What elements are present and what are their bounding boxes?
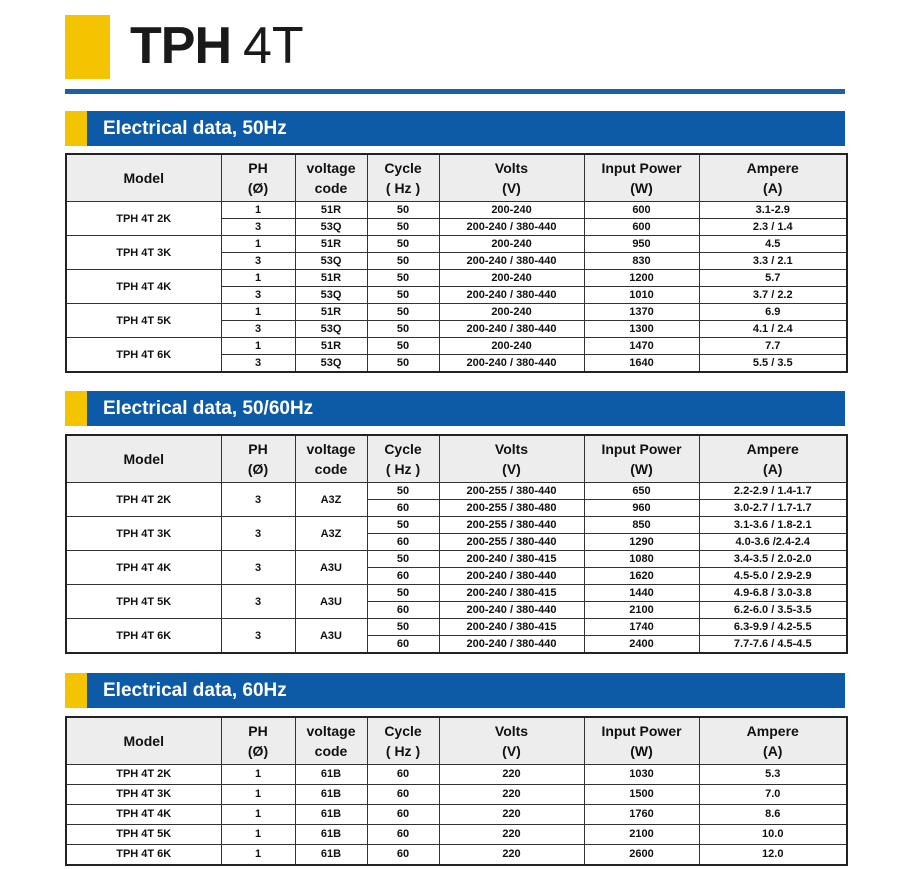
col-header-ampere: Ampere (A) xyxy=(699,717,847,765)
cycle-cell: 60 xyxy=(367,636,439,654)
power-cell: 1760 xyxy=(584,805,699,825)
table-body-60hz xyxy=(66,765,847,866)
ph-cell: 3 xyxy=(221,253,295,270)
cycle-cell: 50 xyxy=(367,585,439,602)
volts-cell: 200-240 / 380-440 xyxy=(439,219,584,236)
power-cell: 1080 xyxy=(584,551,699,568)
col-header-model: Model xyxy=(66,717,221,765)
volts-cell: 200-240 / 380-440 xyxy=(439,636,584,654)
table-50-60hz xyxy=(65,434,848,654)
col-header-model: Model xyxy=(66,154,221,202)
table-row xyxy=(66,270,847,287)
code-cell: 51R xyxy=(295,338,367,355)
col-header-model: Model xyxy=(66,435,221,483)
volts-cell: 200-240 / 380-415 xyxy=(439,585,584,602)
ampere-cell: 4.9-6.8 / 3.0-3.8 xyxy=(699,585,847,602)
ph-cell: 1 xyxy=(221,825,295,845)
ph-cell: 3 xyxy=(221,219,295,236)
ph-cell: 1 xyxy=(221,845,295,866)
power-cell: 1290 xyxy=(584,534,699,551)
volts-cell: 220 xyxy=(439,825,584,845)
volts-cell: 200-240 / 380-440 xyxy=(439,253,584,270)
col-header-cycle: Cycle ( Hz ) xyxy=(367,154,439,202)
cycle-cell: 60 xyxy=(367,534,439,551)
code-cell: 53Q xyxy=(295,355,367,373)
code-cell: 51R xyxy=(295,304,367,321)
section-accent xyxy=(65,391,87,426)
ampere-cell: 3.4-3.5 / 2.0-2.0 xyxy=(699,551,847,568)
power-cell: 600 xyxy=(584,219,699,236)
cycle-cell: 50 xyxy=(367,253,439,270)
volts-cell: 200-240 xyxy=(439,202,584,219)
ph-cell: 3 xyxy=(221,551,295,585)
table-header-row xyxy=(66,435,847,483)
ph-cell: 3 xyxy=(221,287,295,304)
header-accent-block xyxy=(65,15,110,79)
power-cell: 1030 xyxy=(584,765,699,785)
power-cell: 960 xyxy=(584,500,699,517)
table-row xyxy=(66,304,847,321)
table-row xyxy=(66,517,847,534)
section-bar-60hz xyxy=(65,673,845,708)
cycle-cell: 50 xyxy=(367,202,439,219)
model-cell: TPH 4T 3K xyxy=(66,517,221,551)
power-cell: 2100 xyxy=(584,825,699,845)
code-cell: A3Z xyxy=(295,483,367,517)
section-title: Electrical data, 50/60Hz xyxy=(103,398,314,419)
code-cell: 61B xyxy=(295,825,367,845)
volts-cell: 200-255 / 380-440 xyxy=(439,483,584,500)
model-cell: TPH 4T 2K xyxy=(66,483,221,517)
section-bar-50-60hz xyxy=(65,391,845,426)
volts-cell: 220 xyxy=(439,845,584,866)
code-cell: A3U xyxy=(295,619,367,654)
ampere-cell: 3.3 / 2.1 xyxy=(699,253,847,270)
cycle-cell: 60 xyxy=(367,602,439,619)
volts-cell: 200-255 / 380-440 xyxy=(439,534,584,551)
ampere-cell: 3.7 / 2.2 xyxy=(699,287,847,304)
code-cell: 53Q xyxy=(295,253,367,270)
volts-cell: 200-240 / 380-440 xyxy=(439,321,584,338)
ampere-cell: 10.0 xyxy=(699,825,847,845)
cycle-cell: 50 xyxy=(367,236,439,253)
ph-cell: 1 xyxy=(221,805,295,825)
code-cell: A3U xyxy=(295,585,367,619)
ph-cell: 3 xyxy=(221,619,295,654)
model-cell: TPH 4T 6K xyxy=(66,338,221,373)
cycle-cell: 50 xyxy=(367,287,439,304)
power-cell: 850 xyxy=(584,517,699,534)
table-row xyxy=(66,805,847,825)
table-header-row xyxy=(66,154,847,202)
volts-cell: 200-240 / 380-440 xyxy=(439,287,584,304)
power-cell: 1200 xyxy=(584,270,699,287)
table-row xyxy=(66,338,847,355)
volts-cell: 200-240 xyxy=(439,304,584,321)
model-cell: TPH 4T 5K xyxy=(66,304,221,338)
power-cell: 1620 xyxy=(584,568,699,585)
volts-cell: 200-240 / 380-415 xyxy=(439,619,584,636)
col-header-ph: PH (Ø) xyxy=(221,435,295,483)
code-cell: 53Q xyxy=(295,321,367,338)
col-header-voltage-code: voltage code xyxy=(295,154,367,202)
volts-cell: 200-240 xyxy=(439,270,584,287)
volts-cell: 220 xyxy=(439,785,584,805)
table-header-row xyxy=(66,717,847,765)
cycle-cell: 50 xyxy=(367,483,439,500)
model-cell: TPH 4T 2K xyxy=(66,202,221,236)
code-cell: 53Q xyxy=(295,219,367,236)
table-row xyxy=(66,551,847,568)
ampere-cell: 5.3 xyxy=(699,765,847,785)
volts-cell: 200-240 / 380-440 xyxy=(439,568,584,585)
col-header-cycle: Cycle ( Hz ) xyxy=(367,435,439,483)
ampere-cell: 4.0-3.6 /2.4-2.4 xyxy=(699,534,847,551)
col-header-ph: PH (Ø) xyxy=(221,154,295,202)
table-row xyxy=(66,483,847,500)
ampere-cell: 2.3 / 1.4 xyxy=(699,219,847,236)
ph-cell: 3 xyxy=(221,483,295,517)
model-cell: TPH 4T 4K xyxy=(66,805,221,825)
volts-cell: 200-240 xyxy=(439,236,584,253)
ph-cell: 3 xyxy=(221,585,295,619)
col-header-voltage-code: voltage code xyxy=(295,717,367,765)
volts-cell: 200-240 / 380-440 xyxy=(439,355,584,373)
ph-cell: 3 xyxy=(221,355,295,373)
cycle-cell: 50 xyxy=(367,321,439,338)
table-row xyxy=(66,202,847,219)
cycle-cell: 60 xyxy=(367,845,439,866)
ph-cell: 1 xyxy=(221,202,295,219)
ampere-cell: 7.0 xyxy=(699,785,847,805)
table-body-50-60hz xyxy=(66,483,847,654)
table-row xyxy=(66,785,847,805)
model-cell: TPH 4T 5K xyxy=(66,585,221,619)
volts-cell: 200-240 / 380-440 xyxy=(439,602,584,619)
volts-cell: 220 xyxy=(439,805,584,825)
cycle-cell: 50 xyxy=(367,338,439,355)
table-body-50hz xyxy=(66,202,847,373)
col-header-input-power: Input Power (W) xyxy=(584,154,699,202)
ph-cell: 3 xyxy=(221,517,295,551)
power-cell: 1300 xyxy=(584,321,699,338)
ampere-cell: 5.7 xyxy=(699,270,847,287)
cycle-cell: 60 xyxy=(367,568,439,585)
power-cell: 2400 xyxy=(584,636,699,654)
page-title xyxy=(130,14,304,78)
page-title-rest: 4T xyxy=(243,17,304,75)
model-cell: TPH 4T 3K xyxy=(66,236,221,270)
section-title: Electrical data, 50Hz xyxy=(103,118,287,139)
power-cell: 2600 xyxy=(584,845,699,866)
code-cell: 53Q xyxy=(295,287,367,304)
ph-cell: 3 xyxy=(221,321,295,338)
col-header-volts: Volts (V) xyxy=(439,154,584,202)
code-cell: 61B xyxy=(295,845,367,866)
table-60hz xyxy=(65,716,848,866)
table-row xyxy=(66,765,847,785)
cycle-cell: 50 xyxy=(367,219,439,236)
model-cell: TPH 4T 3K xyxy=(66,785,221,805)
table-row xyxy=(66,825,847,845)
col-header-ph: PH (Ø) xyxy=(221,717,295,765)
cycle-cell: 50 xyxy=(367,355,439,373)
table-row xyxy=(66,619,847,636)
ampere-cell: 3.1-3.6 / 1.8-2.1 xyxy=(699,517,847,534)
code-cell: 61B xyxy=(295,785,367,805)
code-cell: 51R xyxy=(295,236,367,253)
col-header-voltage-code: voltage code xyxy=(295,435,367,483)
ampere-cell: 7.7-7.6 / 4.5-4.5 xyxy=(699,636,847,654)
col-header-input-power: Input Power (W) xyxy=(584,717,699,765)
cycle-cell: 50 xyxy=(367,619,439,636)
model-cell: TPH 4T 6K xyxy=(66,619,221,654)
power-cell: 650 xyxy=(584,483,699,500)
cycle-cell: 60 xyxy=(367,765,439,785)
ph-cell: 1 xyxy=(221,236,295,253)
col-header-cycle: Cycle ( Hz ) xyxy=(367,717,439,765)
col-header-volts: Volts (V) xyxy=(439,717,584,765)
table-50hz xyxy=(65,153,848,373)
power-cell: 950 xyxy=(584,236,699,253)
section-accent xyxy=(65,111,87,146)
ampere-cell: 12.0 xyxy=(699,845,847,866)
ampere-cell: 6.2-6.0 / 3.5-3.5 xyxy=(699,602,847,619)
cycle-cell: 50 xyxy=(367,304,439,321)
cycle-cell: 60 xyxy=(367,785,439,805)
ph-cell: 1 xyxy=(221,270,295,287)
table-row xyxy=(66,845,847,866)
code-cell: 61B xyxy=(295,805,367,825)
col-header-input-power: Input Power (W) xyxy=(584,435,699,483)
header-rule xyxy=(65,89,845,94)
cycle-cell: 60 xyxy=(367,500,439,517)
model-cell: TPH 4T 4K xyxy=(66,551,221,585)
table-row xyxy=(66,585,847,602)
power-cell: 1640 xyxy=(584,355,699,373)
power-cell: 2100 xyxy=(584,602,699,619)
section-bar-50hz xyxy=(65,111,845,146)
code-cell: A3U xyxy=(295,551,367,585)
cycle-cell: 60 xyxy=(367,805,439,825)
ampere-cell: 4.5 xyxy=(699,236,847,253)
power-cell: 1500 xyxy=(584,785,699,805)
power-cell: 1740 xyxy=(584,619,699,636)
power-cell: 1010 xyxy=(584,287,699,304)
code-cell: 61B xyxy=(295,765,367,785)
power-cell: 600 xyxy=(584,202,699,219)
col-header-ampere: Ampere (A) xyxy=(699,435,847,483)
power-cell: 1370 xyxy=(584,304,699,321)
table-row xyxy=(66,236,847,253)
ampere-cell: 2.2-2.9 / 1.4-1.7 xyxy=(699,483,847,500)
volts-cell: 200-255 / 380-480 xyxy=(439,500,584,517)
ampere-cell: 5.5 / 3.5 xyxy=(699,355,847,373)
section-accent xyxy=(65,673,87,708)
cycle-cell: 50 xyxy=(367,270,439,287)
volts-cell: 200-240 / 380-415 xyxy=(439,551,584,568)
ampere-cell: 7.7 xyxy=(699,338,847,355)
ampere-cell: 6.9 xyxy=(699,304,847,321)
cycle-cell: 50 xyxy=(367,517,439,534)
ph-cell: 1 xyxy=(221,765,295,785)
volts-cell: 200-240 xyxy=(439,338,584,355)
volts-cell: 220 xyxy=(439,765,584,785)
ampere-cell: 4.5-5.0 / 2.9-2.9 xyxy=(699,568,847,585)
col-header-volts: Volts (V) xyxy=(439,435,584,483)
ph-cell: 1 xyxy=(221,338,295,355)
power-cell: 1440 xyxy=(584,585,699,602)
ampere-cell: 6.3-9.9 / 4.2-5.5 xyxy=(699,619,847,636)
code-cell: 51R xyxy=(295,270,367,287)
power-cell: 1470 xyxy=(584,338,699,355)
section-title: Electrical data, 60Hz xyxy=(103,680,287,701)
model-cell: TPH 4T 6K xyxy=(66,845,221,866)
model-cell: TPH 4T 5K xyxy=(66,825,221,845)
ph-cell: 1 xyxy=(221,785,295,805)
cycle-cell: 50 xyxy=(367,551,439,568)
model-cell: TPH 4T 4K xyxy=(66,270,221,304)
cycle-cell: 60 xyxy=(367,825,439,845)
page-title-bold: TPH xyxy=(130,17,231,75)
ampere-cell: 4.1 / 2.4 xyxy=(699,321,847,338)
code-cell: A3Z xyxy=(295,517,367,551)
volts-cell: 200-255 / 380-440 xyxy=(439,517,584,534)
ampere-cell: 3.0-2.7 / 1.7-1.7 xyxy=(699,500,847,517)
ampere-cell: 8.6 xyxy=(699,805,847,825)
ph-cell: 1 xyxy=(221,304,295,321)
power-cell: 830 xyxy=(584,253,699,270)
ampere-cell: 3.1-2.9 xyxy=(699,202,847,219)
model-cell: TPH 4T 2K xyxy=(66,765,221,785)
col-header-ampere: Ampere (A) xyxy=(699,154,847,202)
code-cell: 51R xyxy=(295,202,367,219)
